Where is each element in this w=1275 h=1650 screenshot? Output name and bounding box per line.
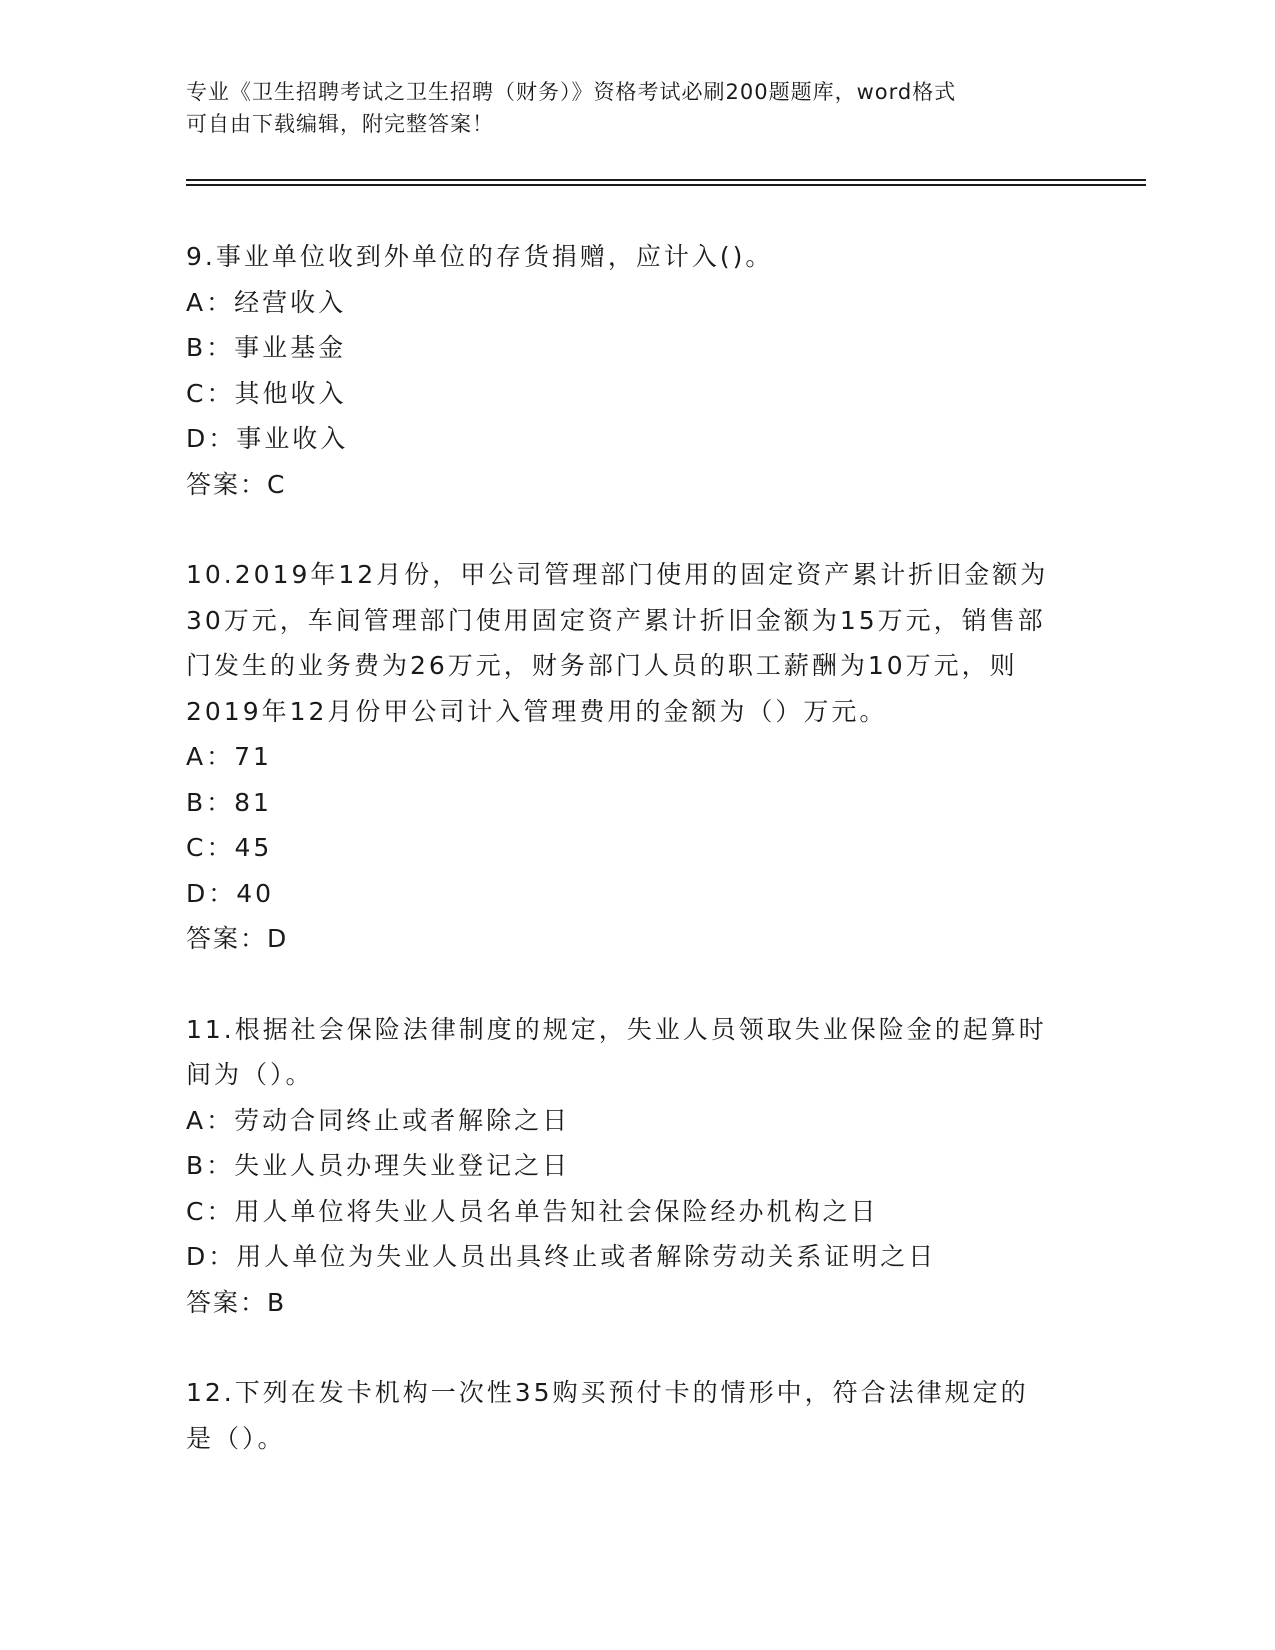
question-12 [186, 1370, 1086, 1461]
question-text-line: 11.根据社会保险法律制度的规定，失业人员领取失业保险金的起算时 [186, 1014, 1047, 1044]
question-text-line: 30万元，车间管理部门使用固定资产累计折旧金额为15万元，销售部 [186, 605, 1046, 635]
question-10 [186, 552, 1086, 962]
question-11 [186, 1007, 1086, 1326]
option-b: B：失业人员办理失业登记之日 [186, 1151, 571, 1180]
option-c: C：其他收入 [186, 378, 347, 408]
header-divider-bottom [186, 184, 1146, 186]
question-text: 9.事业单位收到外单位的存货捐赠，应计入()。 [186, 242, 774, 271]
header-divider-top [186, 179, 1146, 181]
question-list [186, 234, 1086, 1461]
header-line-2: 可自由下载编辑，附完整答案！ [186, 112, 494, 136]
answer: 答案：C [186, 469, 287, 499]
option-d: D：用人单位为失业人员出具终止或者解除劳动关系证明之日 [186, 1242, 937, 1271]
question-text-line: 是（）。 [186, 1423, 286, 1453]
option-a: A：劳动合同终止或者解除之日 [186, 1105, 571, 1135]
option-b: B：事业基金 [186, 333, 347, 362]
option-d: D：40 [186, 878, 275, 908]
option-d: D：事业收入 [186, 424, 349, 453]
option-a: A：经营收入 [186, 287, 347, 317]
answer: 答案：B [186, 1287, 287, 1317]
option-a: A：71 [186, 742, 272, 771]
question-text-line: 间为（）。 [186, 1060, 314, 1089]
header-line-1: 专业《卫生招聘考试之卫生招聘（财务）》资格考试必刷200题题库，word格式 [186, 80, 957, 104]
document-header [186, 76, 1086, 140]
question-text-line: 门发生的业务费为26万元，财务部门人员的职工薪酬为10万元，则 [186, 651, 1018, 680]
option-c: C：用人单位将失业人员名单告知社会保险经办机构之日 [186, 1196, 879, 1226]
question-text-line: 12.下列在发卡机构一次性35购买预付卡的情形中，符合法律规定的 [186, 1378, 1029, 1407]
question-9 [186, 234, 1086, 507]
answer: 答案：D [186, 924, 289, 953]
question-text-line: 2019年12月份甲公司计入管理费用的金额为（）万元。 [186, 696, 888, 726]
option-b: B：81 [186, 787, 272, 817]
option-c: C：45 [186, 833, 273, 862]
question-text-line: 10.2019年12月份，甲公司管理部门使用的固定资产累计折旧金额为 [186, 560, 1049, 589]
